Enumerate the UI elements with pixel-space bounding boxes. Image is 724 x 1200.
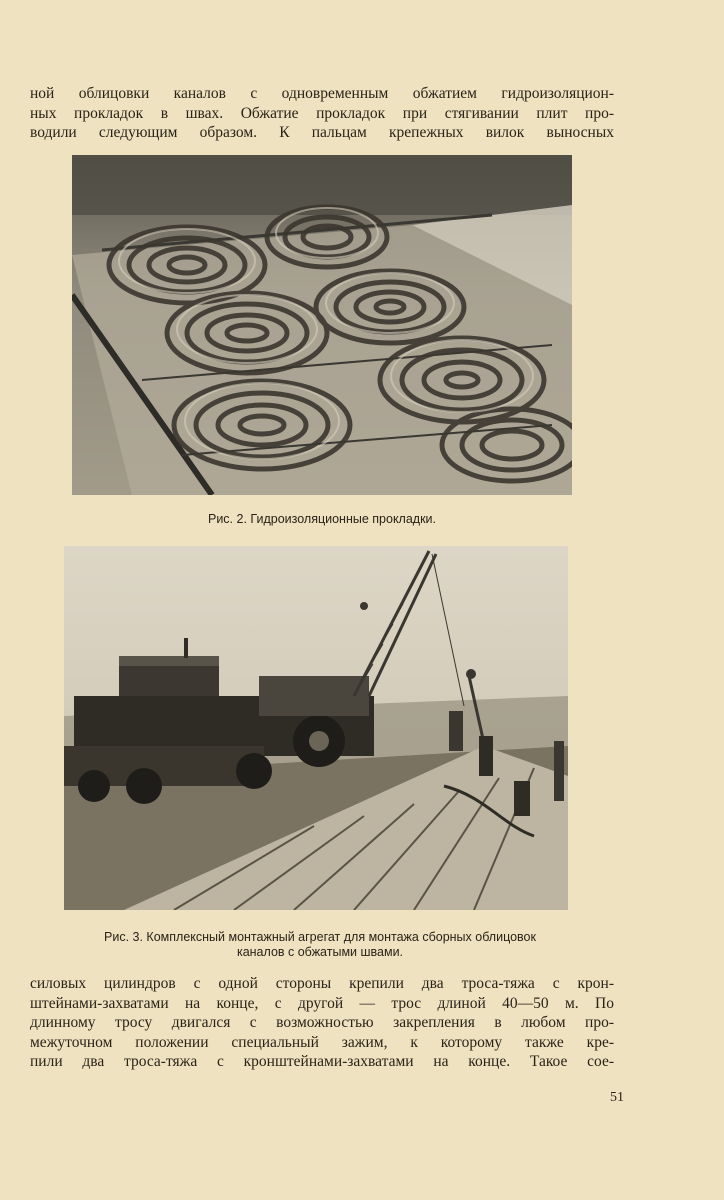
caption-line: Рис. 3. Комплексный монтажный агрегат для монтажа сборных облицовок bbox=[104, 930, 536, 944]
figure-3-caption bbox=[40, 930, 600, 960]
text-line: водили следующим образом. К пальцам крепежных вилок выносных bbox=[30, 124, 614, 141]
caption-line: каналов с обжатыми швами. bbox=[236, 945, 404, 959]
text-line: ной облицовки каналов с одновременным обжатием гидроизоляцион- bbox=[30, 85, 614, 102]
text-line: межуточном положении специальный зажим, к которому также кре- bbox=[30, 1033, 614, 1051]
text-line: ных прокладок в швах. Обжатие прокладок при стягивании плит про- bbox=[30, 104, 614, 122]
figure-2-caption: Рис. 2. Гидроизоляционные прокладки. bbox=[207, 512, 437, 526]
text-line: пили два троса-тяжа с кронштейнами-захватами на конце. Такое сое- bbox=[30, 1053, 614, 1070]
text-line: силовых цилиндров с одной стороны крепили два троса-тяжа с крон- bbox=[30, 975, 614, 992]
paragraph-bottom bbox=[30, 974, 614, 1072]
figure-3-photo bbox=[64, 546, 568, 910]
paragraph-top bbox=[30, 84, 614, 143]
text-line: штейнами-захватами на конце, с другой — трос длиной 40—50 м. По bbox=[30, 994, 614, 1012]
text-line: длинному тросу двигался с возможностью закрепления в любом про- bbox=[30, 1014, 614, 1031]
page-number: 51 bbox=[610, 1090, 624, 1105]
figure-2-photo bbox=[72, 155, 572, 495]
